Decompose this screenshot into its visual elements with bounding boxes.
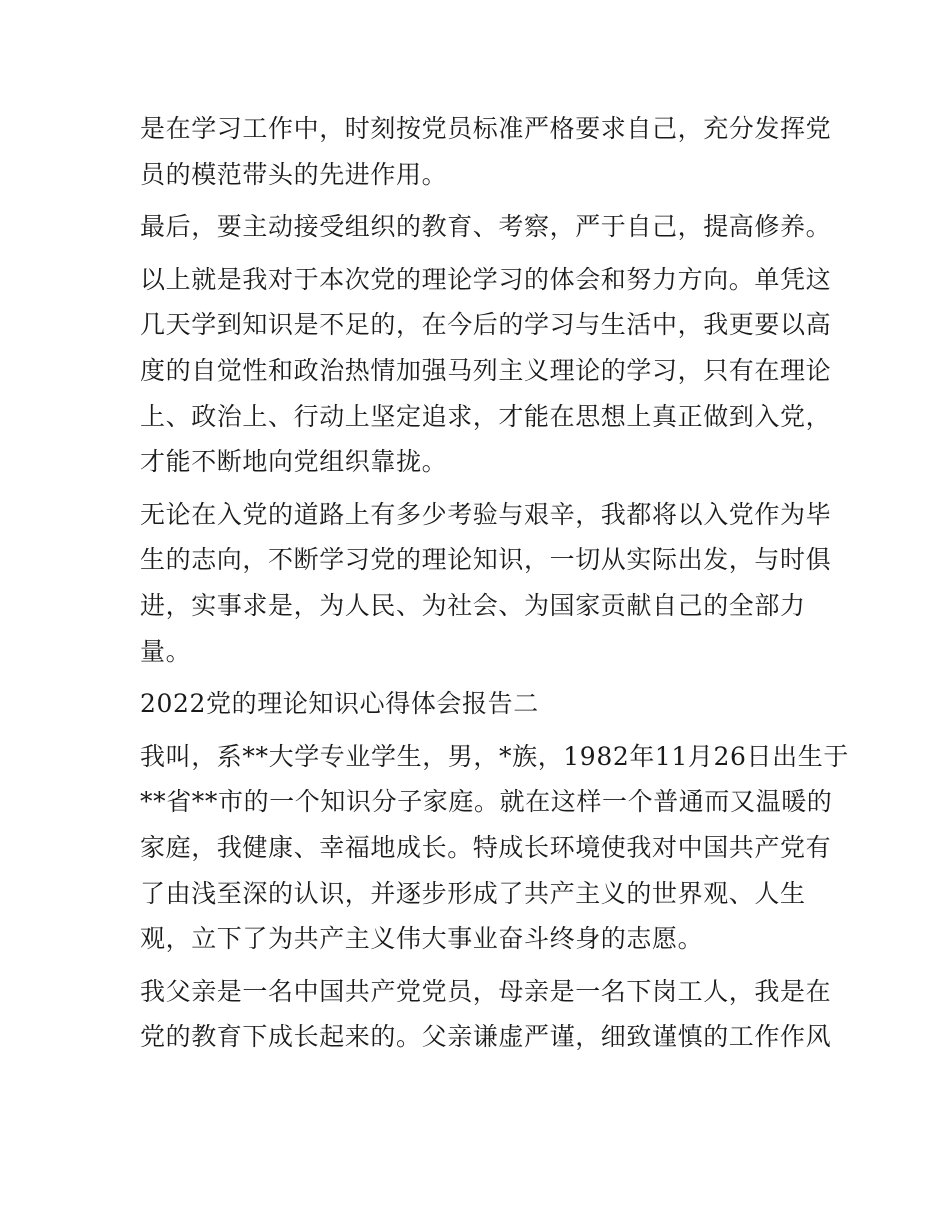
paragraph-line: 上、政治上、行动上坚定追求，才能在思想上真正做到入党，: [140, 401, 832, 431]
document-body: [140, 106, 849, 1060]
paragraph-line: **省**市的一个知识分子家庭。就在这样一个普通而又温暖的: [140, 787, 833, 817]
paragraph-line: 家庭，我健康、幸福地成长。特成长环境使我对中国共产党有: [140, 832, 832, 862]
paragraph-line: 生的志向，不断学习党的理论知识，一切从实际出发，与时俱: [140, 545, 832, 575]
paragraph-line: 我叫，系**大学专业学生，男，*族，1982年11月26日出生于: [140, 741, 849, 771]
paragraph-line: 了由浅至深的认识，并逐步形成了共产主义的世界观、人生: [140, 878, 806, 908]
paragraph: [140, 969, 832, 1060]
paragraph: [140, 106, 832, 197]
paragraph-line: 以上就是我对于本次党的理论学习的体会和努力方向。单凭这: [140, 264, 832, 294]
paragraph-line: 进，实事求是，为人民、为社会、为国家贡献自己的全部力: [140, 590, 806, 620]
paragraph: [140, 492, 832, 674]
paragraph-line: 无论在入党的道路上有多少考验与艰辛，我都将以入党作为毕: [140, 499, 832, 529]
paragraph: [140, 204, 832, 250]
paragraph-line: 观，立下了为共产主义伟大事业奋斗终身的志愿。: [140, 924, 704, 954]
paragraph-line: 量。: [140, 636, 192, 666]
paragraph-line: 是在学习工作中，时刻按党员标准严格要求自己，充分发挥党: [140, 114, 832, 143]
paragraph-line: 度的自觉性和政治热情加强马列主义理论的学习，只有在理论: [140, 355, 832, 385]
paragraph: [140, 734, 849, 962]
paragraph-line: 我父亲是一名中国共产党党员，母亲是一名下岗工人，我是在: [140, 976, 832, 1006]
section-heading: 2022党的理论知识心得体会报告二: [140, 689, 539, 719]
paragraph-line: 员的模范带头的先进作用。: [140, 159, 448, 189]
paragraph: [140, 257, 832, 485]
paragraph-line: 最后，要主动接受组织的教育、考察，严于自己，提高修养。: [140, 212, 832, 242]
paragraph-line: 几天学到知识是不足的，在今后的学习与生活中，我更要以高: [140, 310, 832, 340]
paragraph-line: 党的教育下成长起来的。父亲谦虚严谨，细致谨慎的工作作风: [140, 1022, 832, 1052]
paragraph-line: 才能不断地向党组织靠拢。: [140, 447, 448, 477]
